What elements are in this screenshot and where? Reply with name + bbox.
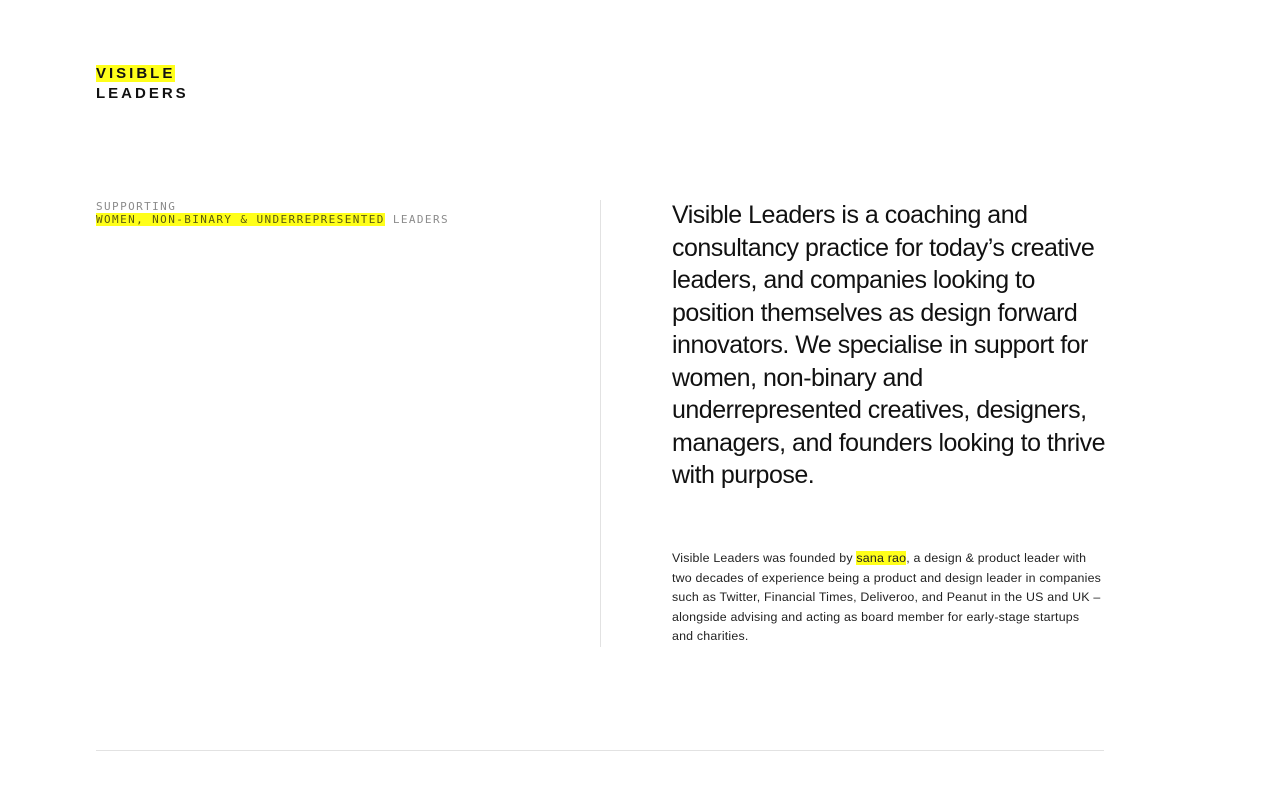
logo-line-visible: VISIBLE: [96, 65, 176, 82]
logo-line-leaders: LEADERS: [96, 85, 189, 102]
tagline-highlight: WOMEN, NON-BINARY & UNDERREPRESENTED: [96, 213, 385, 226]
founder-link[interactable]: sana rao: [856, 551, 907, 565]
tagline-supporting: SUPPORTING: [96, 200, 177, 213]
intro-lead-paragraph: Visible Leaders is a coaching and consultancy practice for today’s creative leaders, and companies looking to position themselves as design forward innovators. We specialise in support for women, non-binary and underrepresented creatives, designers, managers, and founders looking to thrive with purpose.: [672, 201, 1106, 489]
site-logo[interactable]: [96, 64, 189, 104]
bio-text-before: Visible Leaders was founded by: [672, 551, 857, 565]
footer-divider: [96, 750, 1104, 751]
founder-bio-paragraph: [672, 549, 1102, 647]
bio-text-after: , a design & product leader with two decades of experience being a product and design leader in companies such as Twitter, Financial Times, Deliveroo, and Peanut in the US and UK – alongside advising and acting as board member for early-stage startups and charities.: [672, 551, 1102, 643]
tagline-suffix: LEADERS: [384, 213, 449, 226]
tagline: [96, 200, 449, 226]
vertical-divider: [600, 200, 601, 647]
